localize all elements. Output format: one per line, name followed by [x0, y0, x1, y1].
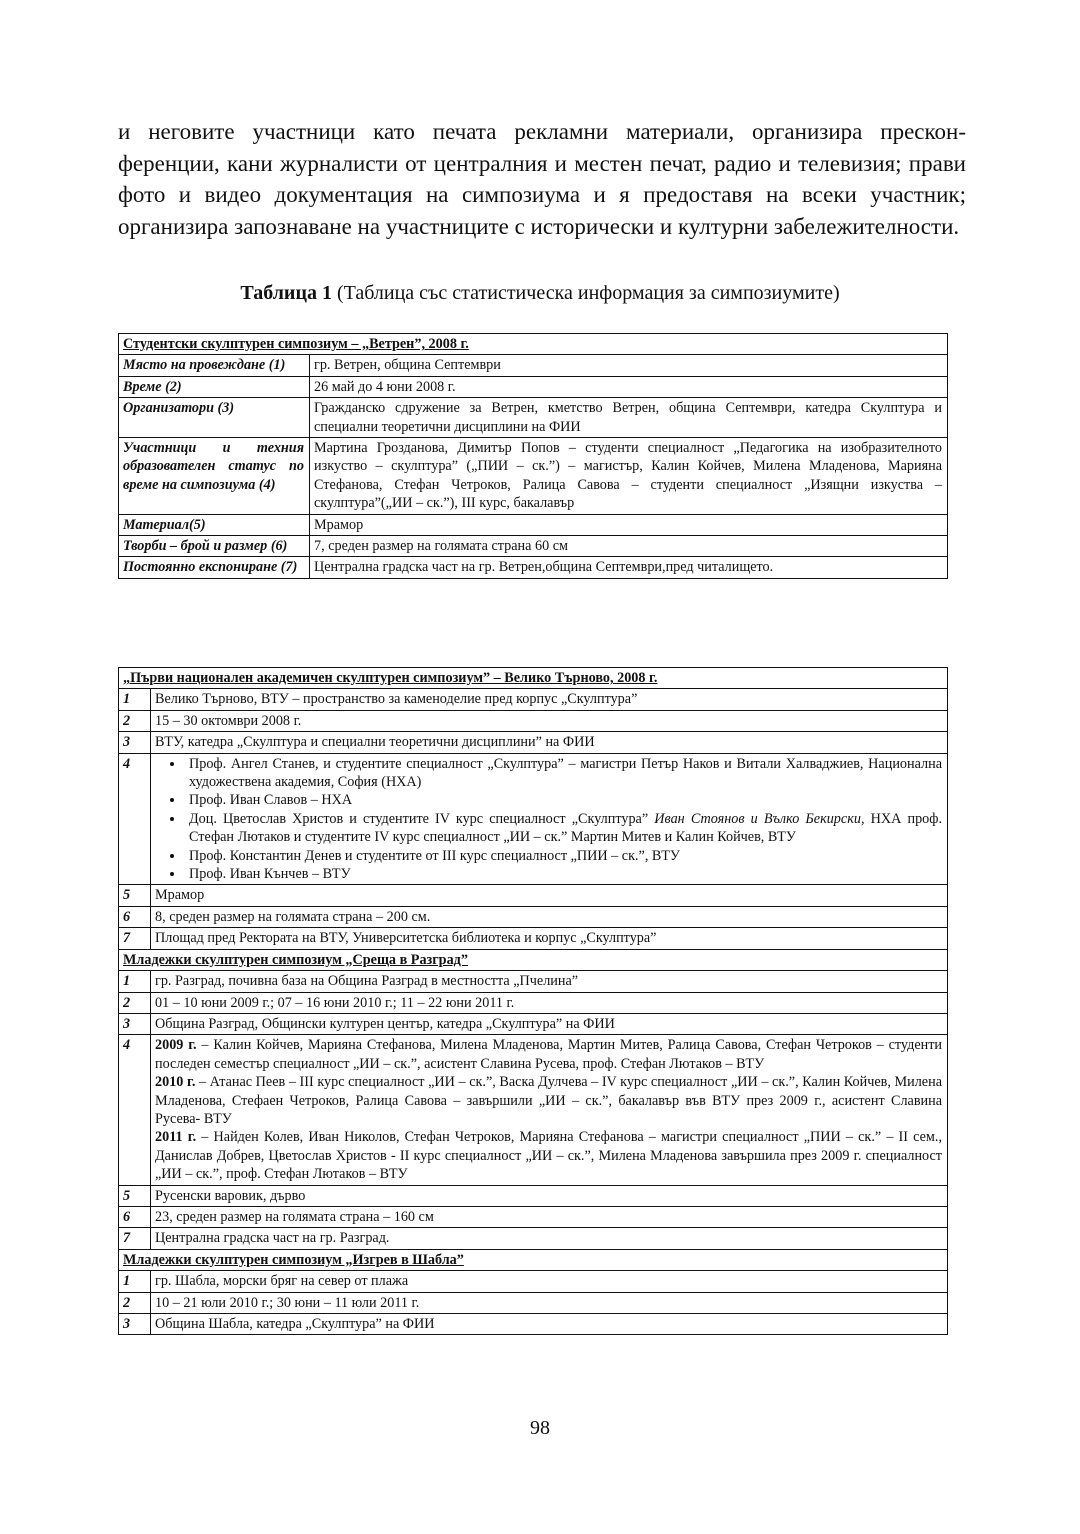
- row-number: 2: [119, 710, 151, 731]
- table-row: [119, 1228, 948, 1249]
- symposium-table: [118, 333, 948, 579]
- row-number: 3: [119, 732, 151, 753]
- row-value: Площад пред Ректората на ВТУ, Университетска библиотека и корпус „Скулптура”: [151, 928, 948, 949]
- page-number: 98: [530, 1417, 550, 1439]
- table-row: [119, 753, 948, 885]
- row-label: Време (2): [119, 376, 310, 397]
- table-row: [119, 1013, 948, 1034]
- intro-paragraph: и неговите участници като печата рекламни материали, организира преcкон-ференции, кани журналисти от централния и местен печат, радио и телевизия; прави фото и видео документация на симпозиума и я предоставя на всеки участник; организира запознаване на участниците с исторически и културни забележителности.: [118, 119, 966, 239]
- table-row: [119, 906, 948, 927]
- participants-list: [155, 755, 942, 884]
- row-value: Централна градска част на гр. Разград.: [151, 1228, 948, 1249]
- section-title-veliko-tarnovo: „Първи национален академичен скулптурен симпозиум” – Велико Търново, 2008 г.: [119, 668, 948, 689]
- row-number: 1: [119, 689, 151, 710]
- section-title-vetren: Студентски скулптурен симпозиум – „Ветрен”, 2008 г.: [119, 334, 948, 355]
- table-row: [119, 557, 948, 578]
- participants-list-cell: [151, 753, 948, 885]
- year-text: – Калин Койчев, Марияна Стефанова, Милена Младенова, Мартин Митев, Ралица Савова, Стефан Четроков – студенти последен семестър специалност „ИИ – ск.”, асистент Славина Русева, проф. Стефан Лютаков – ВТУ: [155, 1037, 943, 1072]
- row-value: Община Разград, Общински културен център, катедра „Скулптура” на ФИИ: [151, 1013, 948, 1034]
- row-value: Мрамор: [151, 885, 948, 906]
- symposium-table-cont: [118, 667, 948, 1335]
- table-row: [119, 992, 948, 1013]
- row-value: 01 – 10 юни 2009 г.; 07 – 16 юни 2010 г.; 11 – 22 юни 2011 г.: [151, 992, 948, 1013]
- row-value: Централна градска част на гр. Ветрен,община Септември,пред читалището.: [310, 557, 948, 578]
- table-row: [119, 1249, 948, 1270]
- list-item: • Проф. Иван Славов – НХА: [185, 791, 942, 809]
- table-row: [119, 710, 948, 731]
- year-entry: [155, 1073, 942, 1128]
- table-row: [119, 376, 948, 397]
- year-entry: [155, 1128, 942, 1183]
- row-label: Творби – брой и размер (6): [119, 536, 310, 557]
- row-number: 7: [119, 1228, 151, 1249]
- row-value: гр. Шабла, морски бряг на север от плажа: [151, 1271, 948, 1292]
- row-value: 15 – 30 октомври 2008 г.: [151, 710, 948, 731]
- row-value: Община Шабла, катедра „Скулптура” на ФИИ: [151, 1314, 948, 1335]
- table-row: [119, 1035, 948, 1185]
- row-value: Русенски варовик, дърво: [151, 1185, 948, 1206]
- year-label: 2010 г.: [155, 1074, 196, 1091]
- row-value: гр. Разград, почивна база на Община Разград в местността „Пчелина”: [151, 971, 948, 992]
- row-number: 5: [119, 885, 151, 906]
- row-value: 7, среден размер на голямата страна 60 см: [310, 536, 948, 557]
- row-label: Място на провеждане (1): [119, 355, 310, 376]
- row-label: Постоянно експониране (7): [119, 557, 310, 578]
- list-item-italic: Иван Стоянов и Вълко Бекирски: [654, 810, 861, 827]
- table-caption: [0, 282, 1080, 305]
- table-row: [119, 949, 948, 970]
- row-value: Гражданско сдружение за Ветрен, кметство Ветрен, община Септември, катедра Скулптура и специални теоретични дисциплини на ФИИ: [310, 398, 948, 438]
- table-row: [119, 971, 948, 992]
- table-row: [119, 885, 948, 906]
- row-number: 2: [119, 1292, 151, 1313]
- year-entry: [155, 1036, 942, 1073]
- row-number: 4: [119, 1035, 151, 1185]
- row-number: 6: [119, 906, 151, 927]
- year-label: 2011 г.: [155, 1129, 197, 1146]
- row-value: ВТУ, катедра „Скулптура и специални теоретични дисциплини” на ФИИ: [151, 732, 948, 753]
- row-label: Участници и техния образователен статус по време на симпозиума (4): [119, 438, 310, 515]
- row-value: 8, среден размер на голямата страна – 200 см.: [151, 906, 948, 927]
- table-row: [119, 1292, 948, 1313]
- list-item: • Проф. Константин Денев и студентите от III курс специалност „ПИИ – ск.”, ВТУ: [185, 847, 942, 865]
- year-text: – Атанас Пеев – III курс специалност „ИИ – ск.”, Васка Дулчева – IV курс специалност „ИИ – ск.”, Калин Койчев, Милена Младенова, Стефаен Четроков, Ралица Савова – завършили „ИИ – ск.”, бакалавър във ВТУ през 2009 г., асистент Славина Русева- ВТУ: [155, 1074, 942, 1127]
- list-item: • Проф. Иван Кънчев – ВТУ: [185, 865, 942, 883]
- table-row: [119, 1185, 948, 1206]
- table-row: [119, 668, 948, 689]
- table-row: [119, 1206, 948, 1227]
- row-number: 6: [119, 1206, 151, 1227]
- table-row: [119, 536, 948, 557]
- section-title-razgrad: Младежки скулптурен симпозиум „Среща в Разград”: [119, 949, 948, 970]
- table-row: [119, 732, 948, 753]
- table-row: [119, 355, 948, 376]
- list-item-text: , НХА проф. Стефан Лютаков и студентите IV курс специалност „ИИ – ск.” Мартин Митев и Калин Койчев, ВТУ: [189, 810, 942, 846]
- row-number: 7: [119, 928, 151, 949]
- row-number: 3: [119, 1314, 151, 1335]
- row-number: 1: [119, 971, 151, 992]
- table-row: [119, 1271, 948, 1292]
- table-row: [119, 1314, 948, 1335]
- caption-text: (Таблица със статистическа информация за симпозиумите): [331, 282, 840, 304]
- list-item-text: Доц. Цветослав Христов и студентите IV курс специалност „Скулптура”: [189, 810, 655, 827]
- table-row: [119, 438, 948, 515]
- row-number: 2: [119, 992, 151, 1013]
- table-row: [119, 398, 948, 438]
- row-value: 10 – 21 юли 2010 г.; 30 юни – 11 юли 2011 г.: [151, 1292, 948, 1313]
- year-label: 2009 г.: [155, 1037, 197, 1054]
- section-title-shabla: Младежки скулптурен симпозиум „Изгрев в Шабла”: [119, 1249, 948, 1270]
- table-row: [119, 928, 948, 949]
- row-value: 23, среден размер на голямата страна – 160 см: [151, 1206, 948, 1227]
- row-number: 1: [119, 1271, 151, 1292]
- table-row: [119, 514, 948, 535]
- row-label: Организатори (3): [119, 398, 310, 438]
- participants-by-year: [151, 1035, 948, 1185]
- row-label: Материал(5): [119, 514, 310, 535]
- row-value: 26 май до 4 юни 2008 г.: [310, 376, 948, 397]
- row-value: Велико Търново, ВТУ – пространство за каменоделие пред корпус „Скулптура”: [151, 689, 948, 710]
- caption-label: Таблица 1: [240, 282, 332, 304]
- table-row: [119, 334, 948, 355]
- row-value: гр. Ветрен, община Септември: [310, 355, 948, 376]
- list-item: • Проф. Ангел Станев, и студентите специалност „Скулптура” – магистри Петър Наков и Витали Халваджиев, Национална художествена академия, София (НХА): [185, 755, 942, 792]
- list-item: [185, 810, 942, 847]
- table-row: [119, 689, 948, 710]
- row-number: 3: [119, 1013, 151, 1034]
- row-value: Мрамор: [310, 514, 948, 535]
- year-text: – Найден Колев, Иван Николов, Стефан Четроков, Марияна Стефанова – магистри специалност „ПИИ – ск.” – II сем., Данислав Добрев, Цветослав Христов - II курс специалност „ИИ – ск.”, Милена Младенова завършила през 2009 г. специалност „ИИ – ск.”, проф. Стефан Лютаков – ВТУ: [155, 1129, 942, 1183]
- row-value: Мартина Грозданова, Димитър Попов – студенти специалност „Педагогика на изобразителното изкуство – скулптура” („ПИИ – ск.”) – магистър, Калин Койчев, Милена Младенова, Марияна Стефанова, Стефан Четроков, Ралица Савова – студенти специалност „Изящни изкуства – скулптура”(„ИИ – ск.”), III курс, бакалавър: [310, 438, 948, 515]
- row-number: 5: [119, 1185, 151, 1206]
- row-number: 4: [119, 753, 151, 885]
